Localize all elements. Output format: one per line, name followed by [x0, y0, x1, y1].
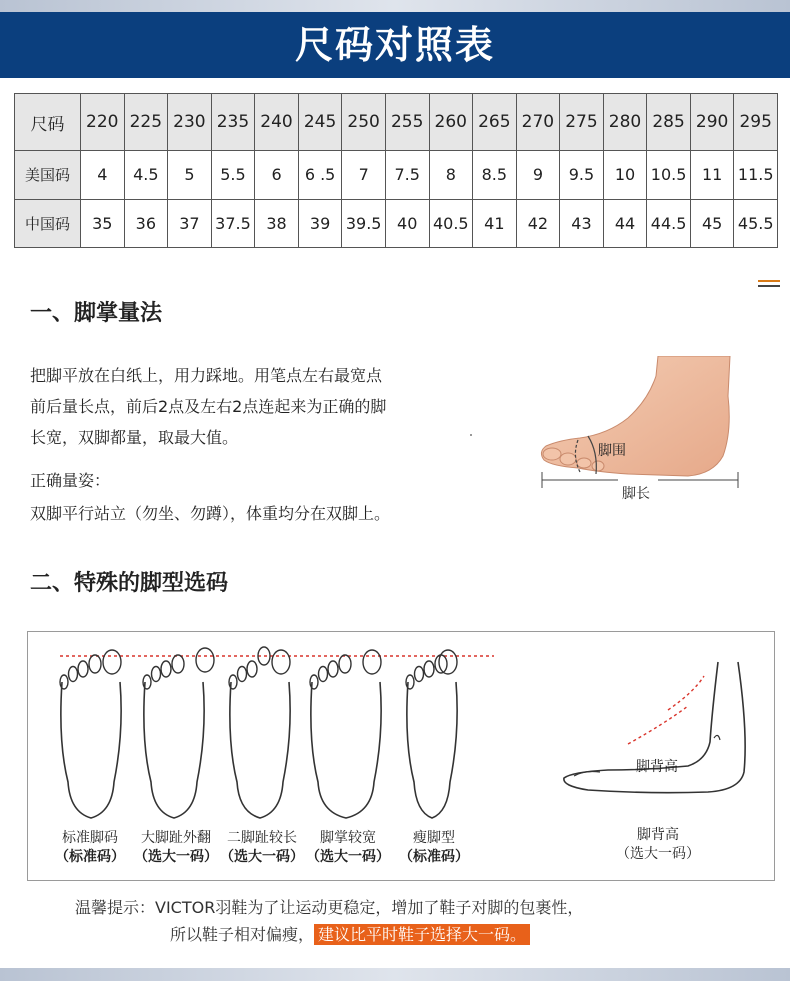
section2-heading: 二、特殊的脚型选码: [30, 571, 229, 596]
foot-type-advice: （标准码）: [399, 849, 469, 865]
foot-type-advice: （选大一码）: [134, 849, 218, 865]
size-table-cell: 5: [168, 151, 212, 199]
foot-type-narrow: [384, 829, 484, 867]
size-table-cell: 40.5: [429, 199, 473, 247]
length-label: 脚长: [622, 486, 650, 502]
size-table-cell: 45.5: [734, 199, 778, 247]
foot-outline: [143, 648, 214, 818]
tip-line-2-text: 所以鞋子相对偏瘦，: [170, 925, 315, 944]
foot-type-advice: （选大一码）: [220, 849, 304, 865]
size-table-cell: 285: [647, 94, 691, 151]
foot-outline: [310, 650, 381, 818]
size-table-row: [15, 94, 778, 151]
size-table-cell: 230: [168, 94, 212, 151]
size-table-cell: 42: [516, 199, 560, 247]
size-table-cell: 270: [516, 94, 560, 151]
size-table-cell: 44: [603, 199, 647, 247]
page-title: 尺码对照表: [294, 23, 495, 67]
foot-type-name: 标准脚码: [62, 830, 118, 846]
tip-highlight: 建议比平时鞋子选择大一码。: [314, 924, 530, 945]
foot-type-bunion: [126, 829, 226, 867]
size-table-cell: 295: [734, 94, 778, 151]
size-table-cell: 40: [385, 199, 429, 247]
size-table-row-label: 尺码: [15, 94, 81, 151]
size-table-cell: 8: [429, 151, 473, 199]
size-table-cell: 255: [385, 94, 429, 151]
foot-type-high-instep: [608, 826, 708, 864]
size-table-cell: 41: [473, 199, 517, 247]
size-table-cell: 9.5: [560, 151, 604, 199]
method-text-line: 长宽，双脚都量，取最大值。: [30, 428, 239, 447]
size-table-cell: 45: [690, 199, 734, 247]
size-table-cell: 10.5: [647, 151, 691, 199]
size-table-cell: 245: [298, 94, 342, 151]
size-table-cell: 11.5: [734, 151, 778, 199]
size-table-row-label: 中国码: [15, 199, 81, 247]
size-table-row: [15, 199, 778, 247]
size-table-cell: 240: [255, 94, 299, 151]
top-decor-strip: [0, 0, 790, 12]
size-table-cell: 7.5: [385, 151, 429, 199]
size-table-cell: 36: [124, 199, 168, 247]
size-table-cell: 44.5: [647, 199, 691, 247]
size-table-cell: 4.5: [124, 151, 168, 199]
method-text-line: 把脚平放在白纸上，用力踩地。用笔点左右最宽点: [30, 366, 383, 385]
size-table-cell: 220: [81, 94, 125, 151]
foot-type-standard: [40, 829, 140, 867]
size-table-row: [15, 151, 778, 199]
size-table-cell: 8.5: [473, 151, 517, 199]
size-table-cell: 260: [429, 94, 473, 151]
size-table-cell: 6 .5: [298, 151, 342, 199]
size-table-cell: 35: [81, 199, 125, 247]
foot-type-name: 大脚趾外翻: [141, 830, 211, 846]
size-table-cell: 37: [168, 199, 212, 247]
size-table-cell: 38: [255, 199, 299, 247]
tip-line-2: [170, 922, 530, 945]
size-table-cell: 280: [603, 94, 647, 151]
foot-types-panel: [27, 631, 775, 881]
size-table-cell: 39.5: [342, 199, 386, 247]
posture-label: 正确量姿：: [30, 471, 111, 490]
size-table-cell: 290: [690, 94, 734, 151]
foot-outline: [60, 650, 121, 818]
size-table-cell: 11: [690, 151, 734, 199]
size-table: [14, 93, 778, 248]
foot-type-name: 脚背高: [637, 827, 679, 843]
foot-type-name: 脚掌较宽: [320, 830, 376, 846]
tip-line-1: 温馨提示：VICTOR羽鞋为了让运动更稳定，增加了鞋子对脚的包裹性，: [75, 898, 584, 917]
bottom-decor-strip: [0, 968, 790, 981]
section1-heading: 一、脚掌量法: [30, 301, 163, 326]
size-table-cell: 37.5: [211, 199, 255, 247]
foot-type-name: 瘦脚型: [413, 830, 455, 846]
size-table-cell: 43: [560, 199, 604, 247]
size-table-cell: 5.5: [211, 151, 255, 199]
method-text-line: 前后量长点，前后2点及左右2点连起来为正确的脚: [30, 397, 387, 416]
size-table-cell: 6: [255, 151, 299, 199]
girth-label: 脚围: [598, 443, 626, 459]
foot-outline: [406, 650, 457, 818]
foot-type-name: 二脚趾较长: [227, 830, 297, 846]
instep-diagram-label: 脚背高: [636, 759, 678, 775]
foot-type-advice: （选大一码）: [306, 849, 390, 865]
size-table-cell: 235: [211, 94, 255, 151]
size-table-cell: 7: [342, 151, 386, 199]
decor-dot: [470, 434, 472, 436]
size-table-cell: 225: [124, 94, 168, 151]
foot-type-wide: [298, 829, 398, 867]
size-table-cell: 275: [560, 94, 604, 151]
size-table-cell: 39: [298, 199, 342, 247]
posture-text: 双脚平行站立（勿坐、勿蹲），体重均分在双脚上。: [30, 504, 391, 523]
size-table-cell: 9: [516, 151, 560, 199]
foot-outline: [229, 647, 290, 818]
size-table-cell: 265: [473, 94, 517, 151]
size-table-cell: 10: [603, 151, 647, 199]
size-table-cell: 250: [342, 94, 386, 151]
foot-type-long-second-toe: [212, 829, 312, 867]
size-table-cell: 4: [81, 151, 125, 199]
foot-measure-illustration: [538, 356, 742, 502]
foot-type-advice: （选大一码）: [616, 846, 700, 862]
size-table-row-label: 美国码: [15, 151, 81, 199]
menu-icon: [758, 280, 780, 292]
foot-type-advice: （标准码）: [55, 849, 125, 865]
